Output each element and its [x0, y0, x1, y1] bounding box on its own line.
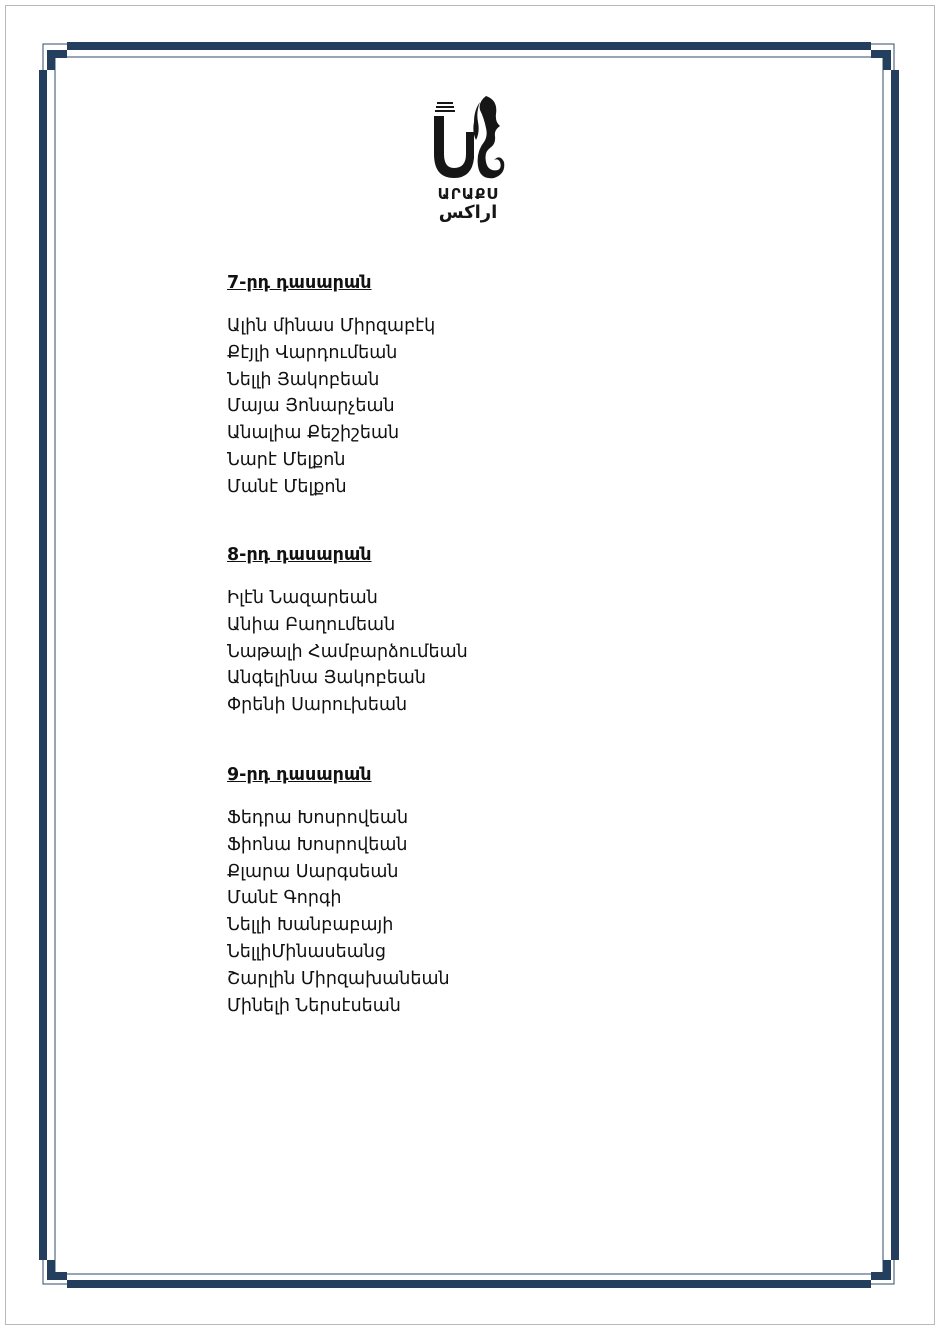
list-item: Ֆիոնա Խոսրովեան	[227, 834, 408, 855]
list-item: Մինելի Ներսէսեան	[227, 995, 401, 1016]
list-item: Ալին մինաս Միրզաբէկ	[227, 316, 436, 336]
list-item: Նելլի Յակոբեան	[227, 369, 380, 390]
logo-text-arabic: اراكس	[438, 202, 498, 223]
list-item: Ֆեդրա Խոսրովեան	[227, 808, 409, 828]
list-item: Քլարա Սարգսեան	[227, 861, 399, 882]
list-item: Մայա Յոնարչեան	[227, 396, 395, 417]
section-title: 7-րդ դասարան	[227, 273, 372, 293]
list-item: Շարլին Միրզախանեան	[227, 968, 450, 989]
list-item: Անիա Բաղումեան	[227, 614, 396, 635]
section-grade-9	[227, 764, 450, 1019]
list-item: Մանէ Մելքոն	[227, 476, 347, 497]
names-list	[227, 805, 450, 1019]
names-list	[227, 585, 468, 719]
section-grade-8	[227, 544, 468, 719]
list-item: Փրենի Սարուխեան	[227, 695, 408, 716]
list-item: Իլէն Նազարեան	[227, 588, 378, 608]
list-item: Նելլի Խանբաբայի	[227, 915, 394, 936]
araks-logo	[428, 92, 508, 232]
list-item: Նաթալի Համբարձումեան	[227, 641, 468, 662]
list-item: Քէյլի Վարդումեան	[227, 342, 398, 363]
list-item: Անգելինա Յակոբեան	[227, 668, 426, 689]
section-title: 9-րդ դասարան	[227, 765, 372, 785]
list-item: ՆելլիՄինասեանց	[227, 941, 386, 962]
list-item: Անալիա Քեշիշեան	[227, 423, 400, 444]
names-list	[227, 313, 435, 501]
section-title: 8-րդ դասարան	[227, 545, 372, 565]
logo-text-armenian: ԱՐԱՔՍ	[437, 185, 499, 203]
section-grade-7	[227, 272, 435, 501]
list-item: Նարէ Մելքոն	[227, 449, 346, 470]
logo-emblem-icon	[428, 92, 508, 186]
list-item: Մանէ Գորգի	[227, 888, 342, 909]
